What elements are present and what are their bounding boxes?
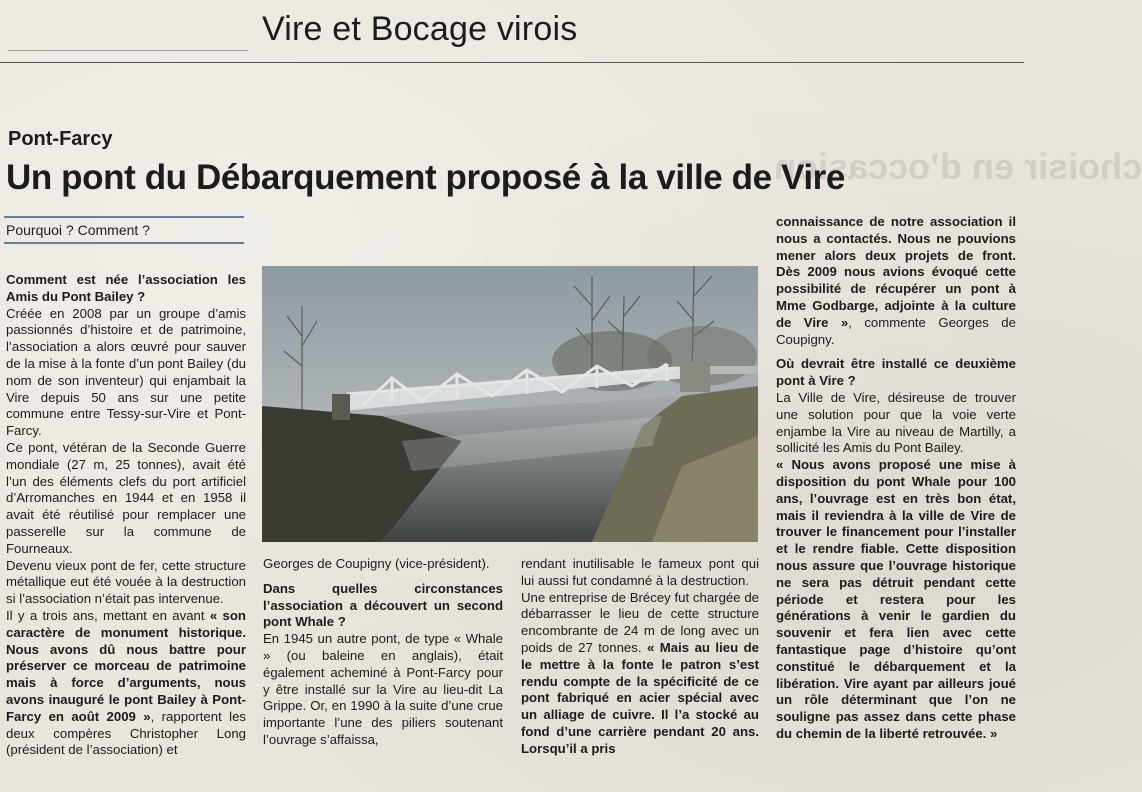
quote-paragraph: connaissance de notre association il nous a contactés. Nous ne pouvions mener alors deux projets de front. Dès 2009 nous avions évoqué cette possibilité de récupérer un pont à Mme Godbarge, adjointe à la culture de Vire » (776, 214, 1016, 330)
article-subhead: Pourquoi ? Comment ? (4, 216, 244, 244)
article-headline: Un pont du Débarquement proposé à la ville de Vire (6, 158, 845, 197)
paragraph: Georges de Coupigny (vice-président). (263, 556, 490, 571)
section-title: Vire et Bocage virois (262, 10, 578, 48)
page-header (0, 0, 1024, 63)
bleed-through-text: choisir en d’occasion (774, 146, 1142, 187)
paragraph (521, 590, 759, 758)
quote-text: « son caractère de monument historique. Nous avons dû nous battre pour préserver ce morceau de patrimoine mais à force d’arguments, nous avons inauguré le pont Bailey à Pont-Farcy en août 2009 » (6, 607, 246, 724)
body-text: Il y a trois ans, mettant en avant (6, 607, 210, 623)
question-heading: Comment est née l’association les Amis du Pont Bailey ? (6, 272, 246, 304)
header-rule (8, 50, 248, 51)
article-kicker: Pont-Farcy (8, 128, 113, 150)
article-column-4 (776, 214, 1016, 743)
paragraph: Devenu vieux pont de fer, cette structure métallique eut été vouée à la destruction si l’association n’était pas intervenue. (6, 557, 246, 607)
body-text: Une entreprise de Brécey fut chargée de débarrasser le lieu de cette structure encombrante de 24 m de long avec un poids de 27 tonnes. (521, 589, 759, 655)
paragraph: rendant inutilisable le fameux pont qui lui aussi fut condamné à la destruction. (521, 556, 759, 588)
paragraph: La Ville de Vire, désireuse de trouver une solution pour que la voie verte enjambe la Vire au niveau de Martilly, a sollicité les Amis du Pont Bailey. (776, 389, 1016, 456)
article-column-3 (521, 556, 759, 758)
question-heading: Où devrait être installé ce deuxième pont à Vire ? (776, 356, 1016, 389)
paragraph: En 1945 un autre pont, de type « Whale » (ou baleine en anglais), était également acheminé à Pont-Farcy pour y être installé sur la Vire au lieu-dit La Grippe. Or, en 1990 à la suite d’une crue importante l’une des piliers soutenant l’ouvrage s’affaissa, (263, 631, 503, 747)
bridge-photo (262, 266, 758, 542)
body-text: , rapportent les deux compères Christopher Long (président de l’association) et (6, 708, 247, 758)
paragraph (6, 608, 246, 759)
bridge-photo-icon (262, 266, 758, 542)
quote-text: « Mais au lieu de le mettre à la fonte le patron s’est rendu compte de la spécificité de ce pont fabriqué en acier spécial avec un alliage de cuivre. Il l’a stocké au fond d’une carrière pendant 20 ans. Lorsqu’il a pris (521, 639, 759, 756)
paragraph: Créée en 2008 par un groupe d’amis passionnés d’histoire et de patrimoine, l’association a alors œuvré pour sauver de la mise à la fonte d’un pont Bailey (du nom de son inventeur) qui enjambait la Vire depuis 50 ans sur une petite commune entre Tessy-sur-Vire et Pont-Farcy. (6, 305, 246, 439)
question-heading: Dans quelles circonstances l’association a découvert un second pont Whale ? (263, 580, 503, 630)
article-column-1 (6, 264, 246, 759)
paragraph: , commente Georges de Coupigny. (776, 314, 1016, 347)
article-column-2 (263, 556, 503, 749)
paragraph: Ce pont, vétéran de la Seconde Guerre mondiale (27 m, 25 tonnes), avait été l’un des éléments clefs du port artificiel d’Arromanches en 1944 et en 1958 il avait été réutilisé pour remplacer une passerelle sur la commune de Fourneaux. (6, 439, 246, 556)
quote-paragraph: « Nous avons proposé une mise à disposition du pont Whale pour 100 ans, l’ouvrage est en très bon état, mais il reviendra à la ville de Vire de trouver le financement pour l’installer et le rendre fiable. Cette disposition nous assure que l’ouvrage historique ne sera pas détruit pendant cette période et restera pour les générations à venir le gardien du souvenir et fera lien avec cette fantastique page d’histoire qu’ont constitué le débarquement et la libération. Vire ayant par ailleurs joué un rôle déterminant que l’on ne souligne pas assez dans cette phase du chemin de la liberté retrouvée. » (776, 457, 1016, 741)
